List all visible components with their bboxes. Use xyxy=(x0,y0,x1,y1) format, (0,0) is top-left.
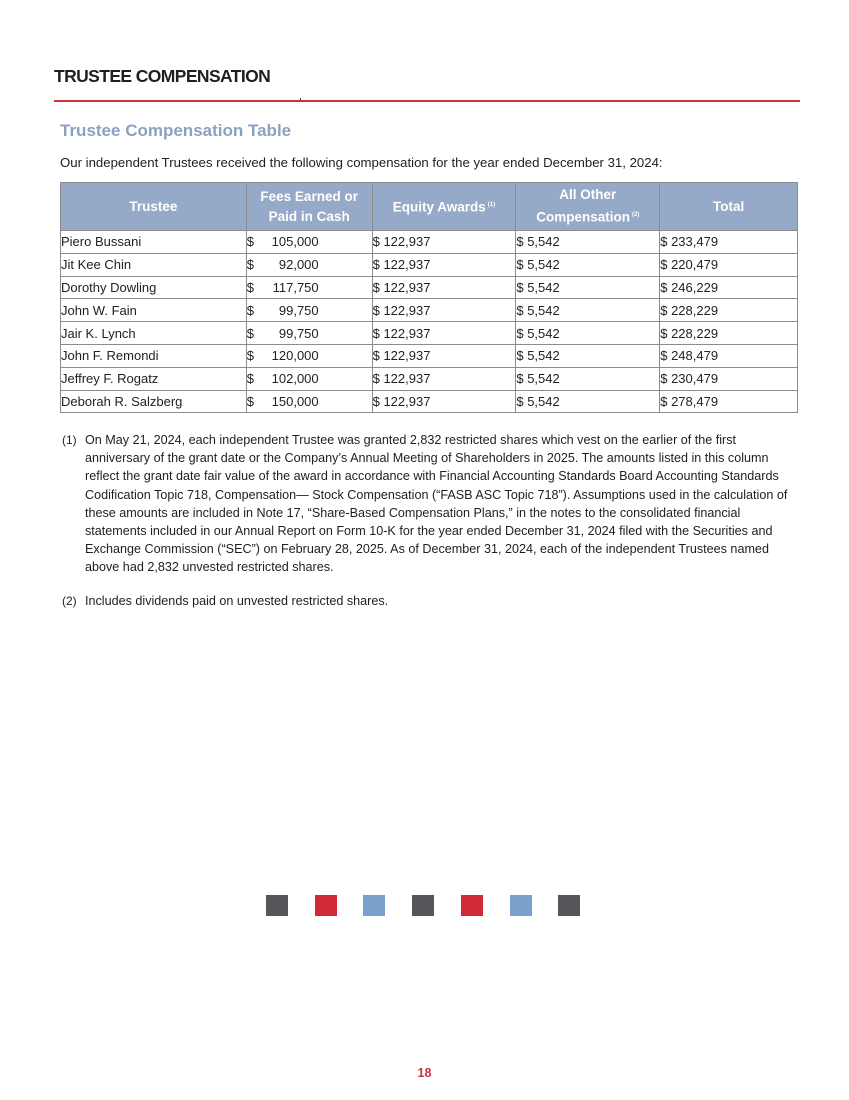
table-row xyxy=(61,367,798,390)
amount-value: 5,542 xyxy=(527,234,560,250)
cell-other xyxy=(516,367,660,390)
cell-equity xyxy=(372,276,516,299)
amount-value: 220,479 xyxy=(671,257,719,273)
amount-value: 228,229 xyxy=(671,325,719,341)
amount-value: 117,750 xyxy=(272,279,319,295)
amount-value: 105,000 xyxy=(271,234,319,250)
cell-total xyxy=(660,390,798,413)
amount-value: 5,542 xyxy=(527,257,560,273)
currency-symbol: $ xyxy=(372,257,380,273)
cell-total xyxy=(660,253,798,276)
decor-square xyxy=(412,895,434,916)
currency-symbol: $ xyxy=(516,302,524,318)
decor-square xyxy=(266,895,288,916)
cell-other xyxy=(516,276,660,299)
header-other-footnote-ref: (2) xyxy=(631,212,640,219)
currency-symbol: $ xyxy=(516,257,524,273)
cell-fees xyxy=(246,299,372,322)
amount-value: 278,479 xyxy=(671,393,719,409)
header-equity xyxy=(372,183,516,231)
amount-value: 233,479 xyxy=(671,234,719,250)
currency-symbol: $ xyxy=(660,325,668,341)
amount-value: 5,542 xyxy=(527,393,560,409)
footnote-1-number: (1) xyxy=(62,433,77,447)
cell-name: Piero Bussani xyxy=(61,231,247,254)
amount-value: 150,000 xyxy=(271,393,319,409)
cell-fees xyxy=(246,231,372,254)
table-row xyxy=(61,299,798,322)
cell-total xyxy=(660,367,798,390)
footnotes xyxy=(62,431,800,610)
table-row xyxy=(61,344,798,367)
currency-symbol: $ xyxy=(372,279,380,295)
header-fees-line1: Fees Earned or xyxy=(260,188,358,204)
cell-equity xyxy=(372,253,516,276)
currency-symbol: $ xyxy=(660,348,668,364)
cell-name: Jair K. Lynch xyxy=(61,322,247,345)
amount-value: 122,937 xyxy=(383,393,431,409)
header-equity-footnote-ref: (1) xyxy=(487,202,496,209)
amount-value: 122,937 xyxy=(383,257,431,273)
cell-other xyxy=(516,299,660,322)
footnote-2-number: (2) xyxy=(62,593,77,608)
section-title: TRUSTEE COMPENSATION xyxy=(54,66,271,86)
currency-symbol: $ xyxy=(246,234,255,250)
currency-symbol: $ xyxy=(372,234,380,250)
amount-value: 122,937 xyxy=(383,279,431,295)
currency-symbol: $ xyxy=(372,348,380,364)
amount-value: 102,000 xyxy=(271,371,319,387)
cell-fees xyxy=(246,367,372,390)
cell-equity xyxy=(372,367,516,390)
decor-square xyxy=(558,895,580,916)
table-row xyxy=(61,253,798,276)
cell-total xyxy=(660,322,798,345)
cell-name: Deborah R. Salzberg xyxy=(61,390,247,413)
amount-value: 122,937 xyxy=(383,348,431,364)
currency-symbol: $ xyxy=(516,348,524,364)
compensation-table xyxy=(60,182,798,413)
cell-equity xyxy=(372,299,516,322)
currency-symbol: $ xyxy=(246,348,255,364)
amount-value: 99,750 xyxy=(278,302,319,318)
cell-other xyxy=(516,344,660,367)
footnote-2-text: Includes dividends paid on unvested restricted shares. xyxy=(85,593,389,608)
currency-symbol: $ xyxy=(246,371,255,387)
table-row xyxy=(61,231,798,254)
page-number: 18 xyxy=(417,1066,432,1080)
cell-equity xyxy=(372,231,516,254)
cell-other xyxy=(516,253,660,276)
amount-value: 99,750 xyxy=(278,325,319,341)
currency-symbol: $ xyxy=(246,257,255,273)
footnote-2 xyxy=(62,592,800,610)
amount-value: 5,542 xyxy=(527,325,560,341)
currency-symbol: $ xyxy=(660,279,668,295)
currency-symbol: $ xyxy=(246,279,255,295)
cell-fees xyxy=(246,322,372,345)
cell-name: John F. Remondi xyxy=(61,344,247,367)
header-total: Total xyxy=(660,183,798,231)
cell-total xyxy=(660,344,798,367)
header-fees-line2: Paid in Cash xyxy=(268,208,350,224)
cell-name: Jit Kee Chin xyxy=(61,253,247,276)
cell-total xyxy=(660,276,798,299)
cell-name: Dorothy Dowling xyxy=(61,276,247,299)
header-other-line1: All Other xyxy=(559,187,617,203)
amount-value: 5,542 xyxy=(527,371,560,387)
currency-symbol: $ xyxy=(372,393,380,409)
currency-symbol: $ xyxy=(246,393,255,409)
decor-square xyxy=(315,895,337,916)
footnote-1-text: On May 21, 2024, each independent Trustee was granted 2,832 restricted shares which vest on the earlier of the first anniversary of the grant date or the Company’s Annual Meeting of Shareholders in 2025. The amounts listed in this column reflect the grant date fair value of the award in accordance with Financial Accounting Standards Board Accounting Standards Codification Topic 718, Compensation— Stock Compensation (“FASB ASC Topic 718”). Assumptions used in the calculation of these amounts are included in Note 17, “Share-Based Compensation Plans,” in the notes to the consolidated financial statements included in our Annual Report on Form 10-K for the year ended December 31, 2024 filed with the Securities and Exchange Commission (“SEC”) on February 28, 2025. As of December 31, 2024, each of the independent Trustees named above had 2,832 unvested restricted shares. xyxy=(85,433,788,575)
decor-square xyxy=(461,895,483,916)
cell-equity xyxy=(372,344,516,367)
amount-value: 120,000 xyxy=(271,348,319,364)
amount-value: 122,937 xyxy=(383,302,431,318)
currency-symbol: $ xyxy=(372,325,380,341)
header-trustee: Trustee xyxy=(61,183,247,231)
amount-value: 5,542 xyxy=(527,302,560,318)
amount-value: 122,937 xyxy=(383,234,431,250)
table-title: Trustee Compensation Table xyxy=(60,121,292,140)
currency-symbol: $ xyxy=(246,325,255,341)
section-divider xyxy=(54,100,800,102)
table-row xyxy=(61,322,798,345)
currency-symbol: $ xyxy=(516,325,524,341)
cell-total xyxy=(660,299,798,322)
currency-symbol: $ xyxy=(516,371,524,387)
decorative-squares xyxy=(266,895,586,916)
amount-value: 248,479 xyxy=(671,348,719,364)
currency-symbol: $ xyxy=(372,371,380,387)
currency-symbol: $ xyxy=(246,302,255,318)
cell-name: John W. Fain xyxy=(61,299,247,322)
table-row xyxy=(61,276,798,299)
amount-value: 92,000 xyxy=(278,257,319,273)
currency-symbol: $ xyxy=(660,371,668,387)
currency-symbol: $ xyxy=(660,302,668,318)
amount-value: 246,229 xyxy=(671,279,719,295)
amount-value: 230,479 xyxy=(671,371,719,387)
header-other-line2: Compensation xyxy=(536,209,630,225)
decor-square xyxy=(510,895,532,916)
amount-value: 122,937 xyxy=(383,325,431,341)
amount-value: 122,937 xyxy=(383,371,431,387)
currency-symbol: $ xyxy=(516,393,524,409)
currency-symbol: $ xyxy=(516,279,524,295)
currency-symbol: $ xyxy=(660,234,668,250)
cell-other xyxy=(516,231,660,254)
footnote-1 xyxy=(62,431,800,577)
currency-symbol: $ xyxy=(516,234,524,250)
cell-total xyxy=(660,231,798,254)
amount-value: 228,229 xyxy=(671,302,719,318)
amount-value: 5,542 xyxy=(527,279,560,295)
header-other xyxy=(516,183,660,231)
header-fees xyxy=(246,183,372,231)
table-row xyxy=(61,390,798,413)
amount-value: 5,542 xyxy=(527,348,560,364)
cell-fees xyxy=(246,276,372,299)
cell-name: Jeffrey F. Rogatz xyxy=(61,367,247,390)
cell-equity xyxy=(372,390,516,413)
decor-square xyxy=(363,895,385,916)
cell-equity xyxy=(372,322,516,345)
cell-fees xyxy=(246,390,372,413)
currency-symbol: $ xyxy=(660,257,668,273)
currency-symbol: $ xyxy=(660,393,668,409)
cell-other xyxy=(516,322,660,345)
cell-other xyxy=(516,390,660,413)
intro-paragraph: Our independent Trustees received the following compensation for the year ended December 31, 2024: xyxy=(60,155,663,170)
currency-symbol: $ xyxy=(372,302,380,318)
cell-fees xyxy=(246,253,372,276)
table-header-row xyxy=(61,183,798,231)
header-equity-label: Equity Awards xyxy=(392,199,486,215)
cell-fees xyxy=(246,344,372,367)
